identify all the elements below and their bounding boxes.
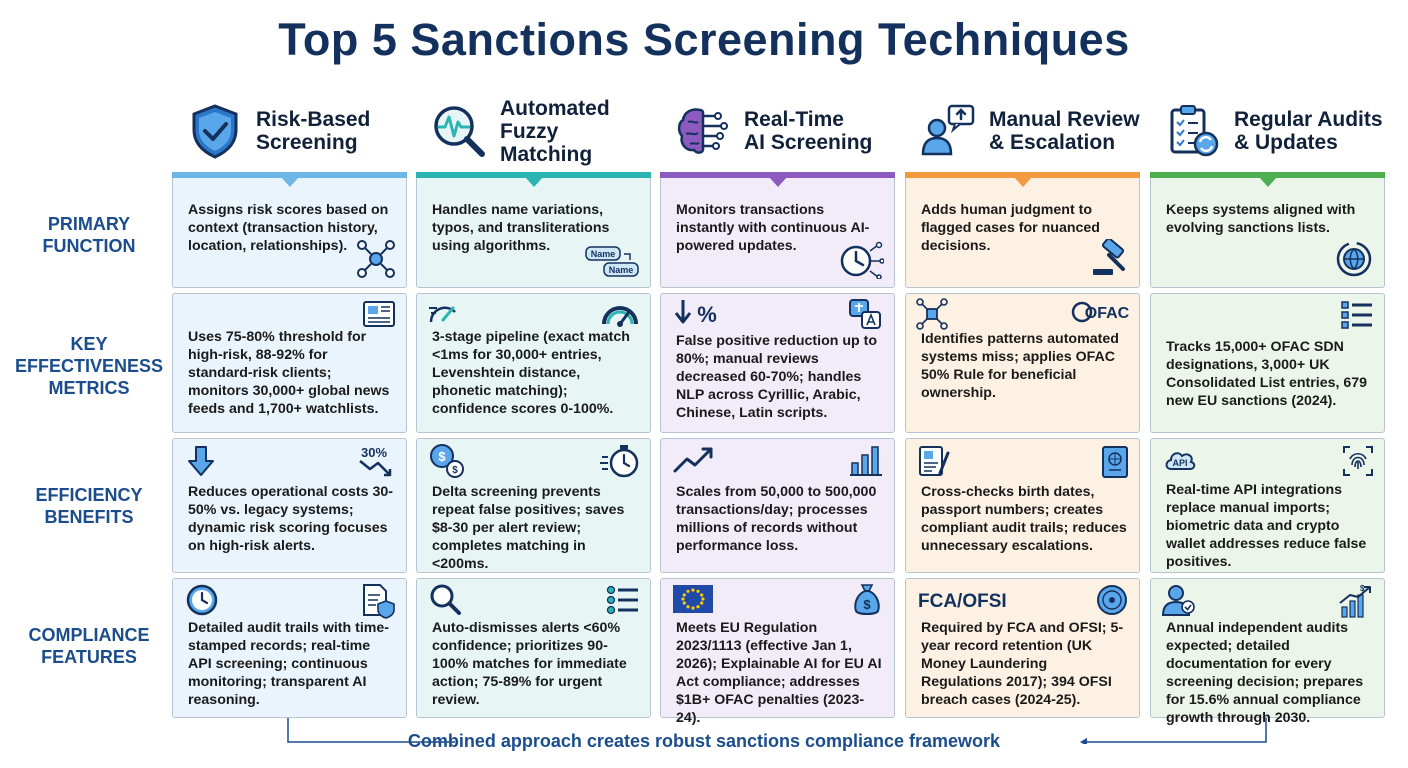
name-tag-text: Name (590, 249, 616, 259)
auditor-person-icon (1161, 583, 1197, 617)
shield-check-icon (186, 102, 244, 160)
cell-text: Auto-dismisses alerts <60% confidence; prioritizes 90-100% matches for immediate action; 75-89% for urgent review. (432, 620, 627, 708)
dollar-text: $ (452, 465, 458, 476)
dollar-text: $ (863, 597, 871, 612)
search-icon (429, 583, 461, 615)
document-pen-icon (918, 445, 952, 479)
clock-icon (185, 583, 219, 617)
down-arrow-icon (187, 445, 215, 477)
row-label-effectiveness-metrics: KEY EFFECTIVENESS METRICS (14, 334, 164, 398)
gauge-icon (600, 298, 640, 328)
cell-text: Identifies patterns automated systems miss; applies OFAC 50% Rule for beneficial ownership. (921, 331, 1119, 401)
cell-efficiency-ai (660, 438, 895, 573)
cell-metrics-ai (660, 293, 895, 433)
column-header-fuzzy-matching (416, 98, 651, 164)
gavel-icon (1089, 239, 1129, 279)
cell-compliance-ai (660, 578, 895, 726)
cell-text: Uses 75-80% threshold for high-risk, 88-92% for standard-risk clients; monitors 30,000+ global news feeds and 1,700+ watchlists. (188, 329, 390, 417)
network-nodes-icon (356, 239, 396, 279)
cell-text: Required by FCA and OFSI; 5-year record retention (UK Money Laundering Regulations 2017); 394 OFSI breach cases (2024-25). (921, 620, 1124, 708)
cell-metrics-manual (905, 293, 1140, 433)
speed-lines-icon (427, 300, 459, 326)
cell-compliance-manual (905, 578, 1140, 718)
cell-text: Handles name variations, typos, and transliterations using algorithms. (432, 202, 610, 254)
newspaper-icon (362, 300, 396, 328)
column-label: Automated Fuzzy Matching (500, 96, 610, 166)
column-label: Regular Audits & Updates (1234, 108, 1383, 154)
ofac-logo-icon (1071, 300, 1129, 324)
passport-icon (1101, 445, 1129, 479)
trend-down-percent-icon (356, 443, 396, 479)
cell-metrics-fuzzy (416, 293, 651, 433)
cell-text: Monitors transactions instantly with continuous AI-powered updates. (676, 202, 870, 254)
archive-disc-icon (1095, 583, 1129, 617)
cell-primary-ai (660, 172, 895, 288)
column-label: Risk-Based Screening (256, 108, 371, 154)
row-label-efficiency-benefits: EFFICIENCY BENEFITS (35, 485, 143, 527)
fca-ofsi-text: FCA/OFSI (918, 591, 1007, 611)
column-header-real-time-ai (660, 98, 895, 164)
cell-text: 3-stage pipeline (exact match <1ms for 30,000+ entries, Levenshtein distance, phonetic matching); confidence scores 0-100%. (432, 329, 630, 417)
footer-summary: Combined approach creates robust sanctions compliance framework (407, 731, 1001, 751)
growth-chart-icon (1338, 583, 1374, 619)
cell-compliance-risk-based (172, 578, 407, 718)
cell-primary-audits (1150, 172, 1385, 288)
coins-icon (429, 443, 465, 479)
page-title: Top 5 Sanctions Screening Techniques (278, 14, 1130, 65)
cell-primary-risk-based (172, 172, 407, 288)
cell-text: Detailed audit trails with time-stamped records; real-time API screening; continuous monitoring; transparent AI reasoning. (188, 620, 390, 708)
api-cloud-icon (1163, 447, 1197, 473)
cell-text: Scales from 50,000 to 500,000 transactions/day; processes millions of records without performance loss. (676, 484, 877, 554)
cell-primary-fuzzy (416, 172, 651, 288)
stopwatch-icon (600, 443, 640, 479)
cell-metrics-audits (1150, 293, 1385, 433)
cell-primary-manual (905, 172, 1140, 288)
thirty-percent-text: 30% (360, 445, 388, 460)
cell-efficiency-risk-based (172, 438, 407, 573)
cell-efficiency-audits (1150, 438, 1385, 573)
clipboard-refresh-icon (1164, 102, 1222, 160)
person-chat-icon (919, 102, 977, 160)
money-bag-icon (852, 583, 882, 617)
cell-efficiency-manual (905, 438, 1140, 573)
column-header-audits (1150, 98, 1385, 164)
cell-metrics-risk-based (172, 293, 407, 433)
cell-text: Real-time API integrations replace manual imports; biometric data and crypto wallet addresses reduce false positives. (1166, 482, 1367, 570)
cell-compliance-audits (1150, 578, 1385, 726)
globe-refresh-icon (1334, 239, 1374, 279)
dollar-text: $ (438, 449, 446, 464)
name-tags-icon (584, 245, 640, 279)
name-tag-text: Name (608, 265, 634, 275)
cell-text: Cross-checks birth dates, passport numbers; creates compliant audit trails; reduces unnecessary escalations. (921, 484, 1127, 554)
ofac-text: OFAC (1084, 305, 1129, 322)
percent-text: % (697, 302, 717, 327)
cell-text: False positive reduction up to 80%; manual reviews decreased 60-70%; handles NLP across Cyrillic, Arabic, Chinese, Latin scripts. (676, 333, 878, 421)
fca-ofsi-logo (918, 589, 1022, 611)
cell-compliance-fuzzy (416, 578, 651, 718)
column-header-manual-review (905, 98, 1140, 164)
trend-up-icon (673, 445, 715, 475)
brain-circuit-icon (674, 102, 732, 160)
cell-text: Adds human judgment to flagged cases for nuanced decisions. (921, 202, 1100, 254)
row-label-compliance-features: COMPLIANCE FEATURES (28, 625, 150, 667)
cell-text: Tracks 15,000+ OFAC SDN designations, 3,000+ UK Consolidated List entries, 679 new EU sanctions (2024). (1166, 339, 1368, 409)
cell-text: Keeps systems aligned with evolving sanctions lists. (1166, 202, 1356, 236)
cell-text: Delta screening prevents repeat false positives; saves $8-30 per alert review; completes matching in <200ms. (432, 484, 625, 572)
list-icon (1340, 300, 1374, 330)
column-header-risk-based (172, 98, 407, 164)
column-label: Real-Time AI Screening (744, 108, 873, 154)
document-shield-icon (362, 583, 396, 619)
fingerprint-icon (1342, 445, 1374, 477)
magnifier-pulse-icon (430, 102, 488, 160)
cell-efficiency-fuzzy (416, 438, 651, 573)
eu-flag-icon (673, 585, 713, 613)
down-percent-icon (673, 298, 723, 330)
cell-text: Reduces operational costs 30-50% vs. legacy systems; dynamic risk scoring focuses on high-risk alerts. (188, 484, 393, 554)
cell-text: Meets EU Regulation 2023/1113 (effective Jan 1, 2026); Explainable AI for EU AI Act compliance; addresses $1B+ OFAC penalties (2023-24). (676, 620, 882, 726)
cell-text: Assigns risk scores based on context (transaction history, location, relationships). (188, 202, 389, 254)
translate-icon (848, 298, 884, 332)
bar-chart-icon (848, 443, 884, 477)
cell-text: Annual independent audits expected; detailed documentation for every screening decision; prepares for 15.6% annual compliance growth through 2030. (1166, 620, 1364, 726)
priority-list-icon (606, 585, 640, 615)
dollar-text: $ (1360, 584, 1365, 593)
api-text: API (1172, 458, 1188, 468)
clock-circuit-icon (838, 239, 884, 279)
pattern-network-icon (916, 298, 948, 330)
row-label-primary-function: PRIMARY FUNCTION (42, 214, 136, 256)
column-label: Manual Review & Escalation (989, 108, 1140, 154)
